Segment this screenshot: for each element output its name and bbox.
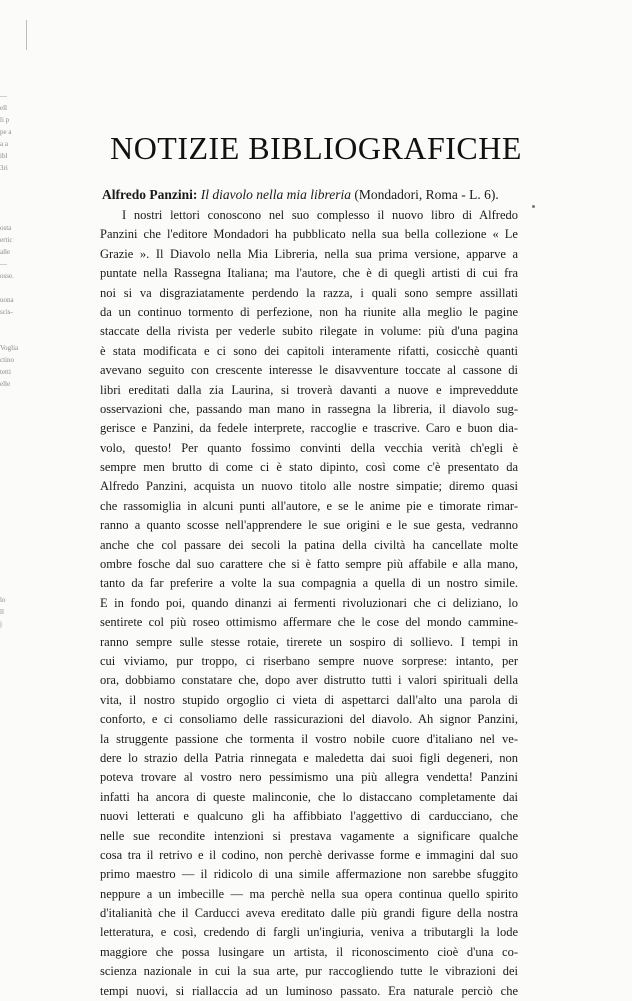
body-line: tanto da far preferire a volte la sua compagnia a quella di un nostro simile. xyxy=(100,576,518,591)
body-line: vita, il nostro stupido orgoglio ci vieta di aspettarci dall'alto una parola di xyxy=(100,692,518,707)
body-line: osservazioni che, passando man mano in rassegna la libreria, il diavolo sug- xyxy=(100,401,518,416)
bleed-fragment xyxy=(0,330,22,342)
body-line: d'italianità che il Carducci aveva ereditato dalle più grandi figure della nostra xyxy=(100,906,518,921)
bleed-fragment xyxy=(0,414,22,426)
bleed-fragment xyxy=(0,198,22,210)
body-line: ranno a quanto scosse nell'apprendere le sue origini e le sue gesta, vedranno xyxy=(100,518,518,533)
bleed-fragment xyxy=(0,402,22,414)
review-author: Alfredo Panzini: xyxy=(102,187,198,202)
bleed-fragment: tetti xyxy=(0,368,11,376)
bleed-fragment: ctino xyxy=(0,356,14,364)
review-heading xyxy=(102,187,542,203)
bleed-fragment: pe a xyxy=(0,128,12,136)
body-line: scienza nazionale in cui la sua arte, pur raccogliendo tutte le vibrazioni dei xyxy=(100,964,518,979)
body-line: volo, questo! Per quanto fossimo convinti della vecchia verità ch'egli è xyxy=(100,440,518,455)
bleed-fragment: a a xyxy=(0,140,8,148)
bleed-fragment xyxy=(0,498,22,510)
bleed-fragment: j xyxy=(0,620,2,628)
review-body xyxy=(100,206,518,1001)
bleed-fragment xyxy=(0,186,22,198)
body-line: maggiore che possa lusingare un artista, il riconoscimento cioè d'una co- xyxy=(100,944,518,959)
bleed-fragment xyxy=(0,450,22,462)
bleed-fragment: osse. xyxy=(0,272,14,280)
body-line: nuovi letterati e qualcuno gli ha affibbiato l'aggettivo di carducciano, che xyxy=(100,809,518,824)
bleed-fragment xyxy=(0,174,22,186)
bleed-fragment: elle xyxy=(0,380,11,388)
bleed-fragment: ibl xyxy=(0,152,8,160)
body-line: puntate nella Rassegna Italiana; ma l'autore, che è di quegli artisti di cui fra xyxy=(100,266,518,281)
bleed-fragment: lo xyxy=(0,596,6,604)
body-line: che rassomiglia in alcuni punti all'autore, e se le anime pie e timorate rimar- xyxy=(100,498,518,513)
bleed-fragment: — xyxy=(0,92,7,100)
body-line: nelle sue recondite intenzioni si prestava vagamente a significare qualche xyxy=(100,828,518,843)
body-line: ombre fosche dal suo carattere che si è fatto sempre più affabile e alla mano, xyxy=(100,557,518,572)
body-line: anche che col passare dei secoli la patina della civiltà ha cancellate molte xyxy=(100,537,518,552)
body-line: da un continuo tormento di perfezione, non ha riunite alla meglio le pagine xyxy=(100,304,518,319)
bleed-fragment xyxy=(0,318,22,330)
body-line: sentirete col più roseo ottimismo affermare che le cose del mondo cammine- xyxy=(100,615,518,630)
body-line: E in fondo poi, quando dinanzi ai fermenti rivoluzionari che ci deliziano, lo xyxy=(100,595,518,610)
body-line: poteva trovare al vostro nero pessimismo una più allegra vendetta! Panzini xyxy=(100,770,518,785)
bleed-fragment: osta xyxy=(0,224,12,232)
bleed-fragment: Voglia xyxy=(0,344,19,352)
ink-speck xyxy=(532,205,535,208)
body-line: cui viviamo, pur troppo, ci riserbano sempre nuove sorprese: intanto, per xyxy=(100,653,518,668)
body-line: ora, dobbiamo constatare che, dopo aver distrutto tutti i valori spirituali della xyxy=(100,673,518,688)
bleed-fragment xyxy=(0,570,22,582)
body-line: sempre men brutto di come ci è stato dipinto, così come c'è presentato da xyxy=(100,460,518,475)
margin-rule xyxy=(26,20,27,50)
bleed-fragment xyxy=(0,210,22,222)
body-line: neppure a un imbecille — ma perchè nella sua opera continua quello spirito xyxy=(100,886,518,901)
bleed-fragment xyxy=(0,510,22,522)
body-line: I nostri lettori conoscono nel suo complesso il nuovo libro di Alfredo xyxy=(122,208,518,222)
body-line: Grazie ». Il Diavolo nella Mia Libreria, nella sua prima versione, apparve a xyxy=(100,246,518,261)
bleed-fragment xyxy=(0,474,22,486)
body-line: tempi nuovi, si riallaccia ad un luminoso passato. Era naturale perciò che xyxy=(100,983,518,998)
body-line: Alfredo Panzini, acquista un nuovo titolo alle nostre simpatie; diremo quasi xyxy=(100,479,518,494)
bleed-fragment: ll xyxy=(0,608,4,616)
bleed-fragment: ertic xyxy=(0,236,13,244)
bleed-fragment xyxy=(0,534,22,546)
bleed-fragment: li p xyxy=(0,116,10,124)
bleed-fragment xyxy=(0,522,22,534)
body-line: la struggente passione che tormenta il vostro nobile cuore d'italiano nel ve- xyxy=(100,731,518,746)
body-line: conforto, e ci consoliamo delle rassicurazioni del diavolo. Ah signor Panzini, xyxy=(100,712,518,727)
body-line: libri ereditati dalla zia Laurina, si troverà davanti a nuove e impreveddute xyxy=(100,382,518,397)
bleed-fragment xyxy=(0,558,22,570)
page-title: NOTIZIE BIBLIOGRAFICHE xyxy=(110,130,522,166)
body-line: avevano seguito con crescente interesse le disavventure toccate al cassone di xyxy=(100,363,518,378)
bleed-fragment: — xyxy=(0,260,7,268)
bleed-fragment: uona xyxy=(0,296,14,304)
bleed-fragment: ell xyxy=(0,104,7,112)
bleed-fragment xyxy=(0,546,22,558)
bleed-fragment xyxy=(0,462,22,474)
body-line: dere lo strazio della Patria rinnegata e maledetta dai suoi figli degeneri, non xyxy=(100,750,518,765)
body-line: infatti ha ancora di queste malinconie, che lo distaccano completamente dai xyxy=(100,789,518,804)
body-line: staccate della rivista per vederle subito rilegate in volume: più d'una pagina xyxy=(100,324,518,339)
body-line: gerisce e Panzini, da fedele interprete, raccoglie e trascrive. Caro e buon dia- xyxy=(100,421,518,436)
body-line: letteratura, e così, credendo di fargli un'ingiuria, veniva a tributargli la lode xyxy=(100,925,518,940)
body-line: ranno sempre sulle stesse rotaie, tirerete un sospiro di sollievo. I tempi in xyxy=(100,634,518,649)
body-line: cosa tra il retrivo e il codino, non perchè derivasse forme e immagini dal suo xyxy=(100,847,518,862)
bleed-fragment xyxy=(0,486,22,498)
bleed-fragment xyxy=(0,582,22,594)
bleed-fragment xyxy=(0,390,22,402)
bleed-fragment xyxy=(0,282,22,294)
review-book-title: Il diavolo nella mia libreria xyxy=(200,187,351,202)
bleed-fragment: alle xyxy=(0,248,11,256)
body-line: è stata modificata e ci sono dei capitoli interamente rifatti, cosicchè quanti xyxy=(100,343,518,358)
bleed-fragment xyxy=(0,426,22,438)
bleed-fragment xyxy=(0,438,22,450)
body-line: noi si va disgraziatamente perdendo la razza, i quali sono sempre assillati xyxy=(100,285,518,300)
bleed-fragment: 3ri xyxy=(0,164,8,172)
facing-page-bleed xyxy=(0,90,22,650)
review-publisher-info: (Mondadori, Roma - L. 6). xyxy=(354,187,499,202)
body-line: Panzini che l'editore Mondadori ha pubblicato nella sua bella collezione « Le xyxy=(100,227,518,242)
bleed-fragment: scis- xyxy=(0,308,13,316)
body-line: primo maestro — il ridicolo di una simile affermazione non sarebbe sfuggito xyxy=(100,867,518,882)
